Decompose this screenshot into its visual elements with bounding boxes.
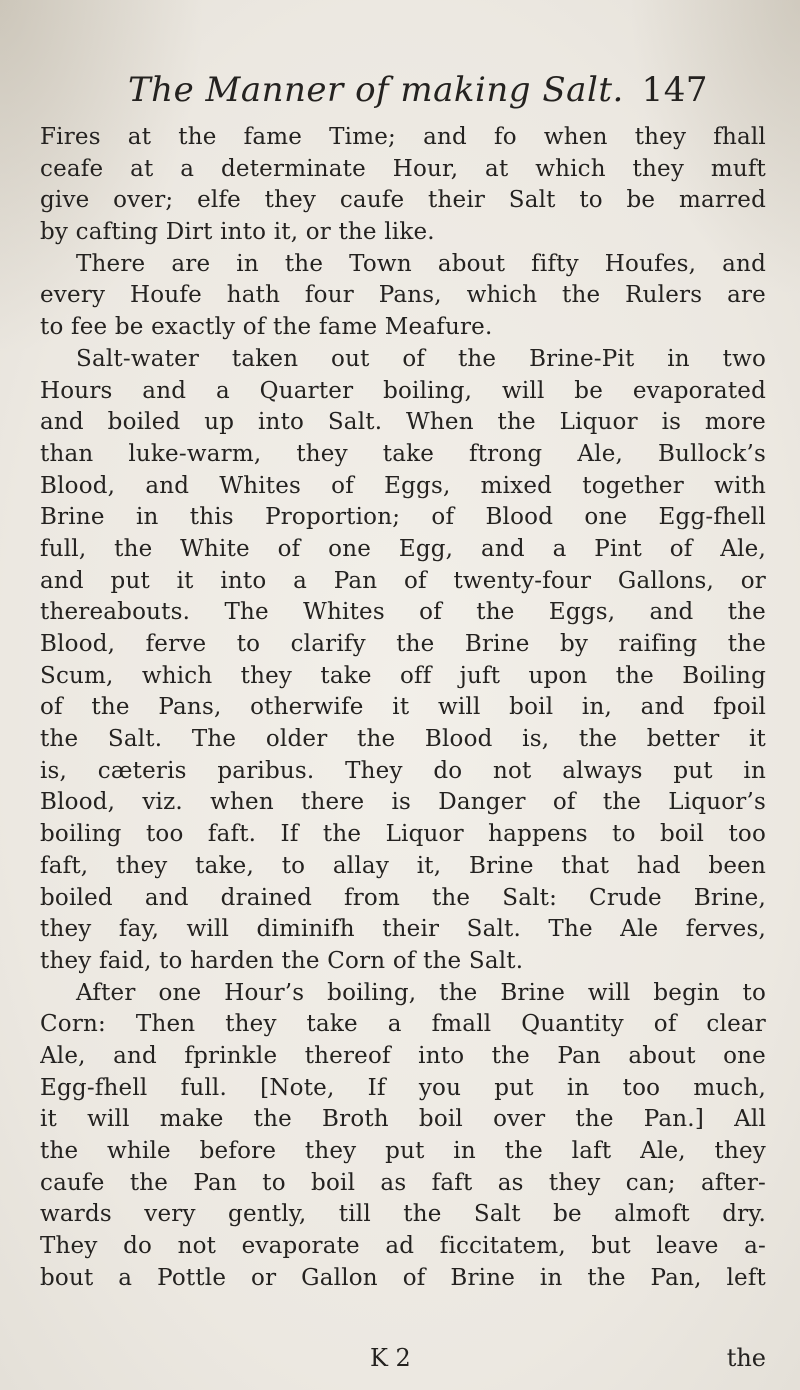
paragraph-start-line: Salt-water taken out of the Brine-Pit in two bbox=[76, 345, 766, 372]
text-line: They do not evaporate ad ficcitatem, but leave a- bbox=[40, 1233, 766, 1260]
text-line: Fires at the fame Time; and fo when they fhall bbox=[40, 124, 766, 150]
text-line: Hours and a Quarter boiling, will be evaporated bbox=[40, 377, 766, 404]
text-line: wards very gently, till the Salt be almoft dry. bbox=[40, 1201, 766, 1228]
text-line: it will make the Broth boil over the Pan.] All bbox=[40, 1106, 766, 1133]
page-number: 147 bbox=[641, 70, 708, 110]
paragraph-start-line: There are in the Town about fifty Houfes, and bbox=[76, 250, 766, 277]
text-line: thereabouts. The Whites of the Eggs, and the bbox=[40, 599, 766, 626]
text-line: Egg-fhell full. [Note, If you put in too much, bbox=[40, 1074, 766, 1101]
text-line: the Salt. The older the Blood is, the better it bbox=[40, 726, 766, 753]
text-line: to fee be exactly of the fame Meafure. bbox=[40, 314, 493, 341]
text-line: boiled and drained from the Salt: Crude Brine, bbox=[40, 884, 766, 911]
text-line: full, the White of one Egg, and a Pint of Ale, bbox=[40, 535, 766, 562]
text-line: Scum, which they take off juft upon the Boiling bbox=[40, 662, 766, 689]
text-line: Brine in this Proportion; of Blood one Egg-fhell bbox=[40, 504, 766, 531]
text-line: Corn: Then they take a fmall Quantity of clear bbox=[40, 1011, 766, 1038]
text-line: by cafting Dirt into it, or the like. bbox=[40, 219, 435, 246]
signature-mark: K 2 bbox=[370, 1344, 411, 1372]
text-line: of the Pans, otherwife it will boil in, and fpoil bbox=[40, 694, 766, 721]
text-line: than luke-warm, they take ftrong Ale, Bullock’s bbox=[40, 440, 766, 467]
text-line: faft, they take, to allay it, Brine that had been bbox=[40, 852, 766, 879]
text-line: Blood, and Whites of Eggs, mixed together with bbox=[40, 472, 766, 499]
text-line: Blood, ferve to clarify the Brine by raifing the bbox=[40, 631, 766, 657]
text-line: and boiled up into Salt. When the Liquor is more bbox=[40, 409, 766, 436]
text-line: is, cæteris paribus. They do not always put in bbox=[40, 757, 766, 784]
running-head-title: The Manner of making Salt. bbox=[128, 70, 624, 110]
text-line: caufe the Pan to boil as faft as they can; after- bbox=[40, 1169, 766, 1196]
text-line: they fay, will diminifh their Salt. The Ale ferves, bbox=[40, 916, 766, 943]
text-line: boiling too faft. If the Liquor happens to boil too bbox=[40, 821, 766, 848]
text-line: and put it into a Pan of twenty-four Gallons, or bbox=[40, 567, 766, 594]
catchword: the bbox=[726, 1344, 766, 1372]
text-line: the while before they put in the laft Ale, they bbox=[40, 1138, 766, 1164]
text-line: Blood, viz. when there is Danger of the Liquor’s bbox=[40, 789, 766, 816]
text-line: ceafe at a determinate Hour, at which they muft bbox=[40, 155, 766, 182]
text-line: bout a Pottle or Gallon of Brine in the Pan, left bbox=[40, 1264, 766, 1291]
text-line: Ale, and fprinkle thereof into the Pan about one bbox=[40, 1042, 766, 1069]
page-footer bbox=[40, 1342, 766, 1374]
running-head bbox=[128, 66, 708, 114]
text-line: give over; elfe they caufe their Salt to be marred bbox=[40, 187, 766, 214]
text-line: they faid, to harden the Corn of the Salt. bbox=[40, 947, 524, 974]
text-line: every Houfe hath four Pans, which the Rulers are bbox=[40, 282, 766, 309]
paragraph-start-line: After one Hour’s boiling, the Brine will begin to bbox=[76, 979, 766, 1006]
body-text bbox=[40, 122, 766, 1294]
